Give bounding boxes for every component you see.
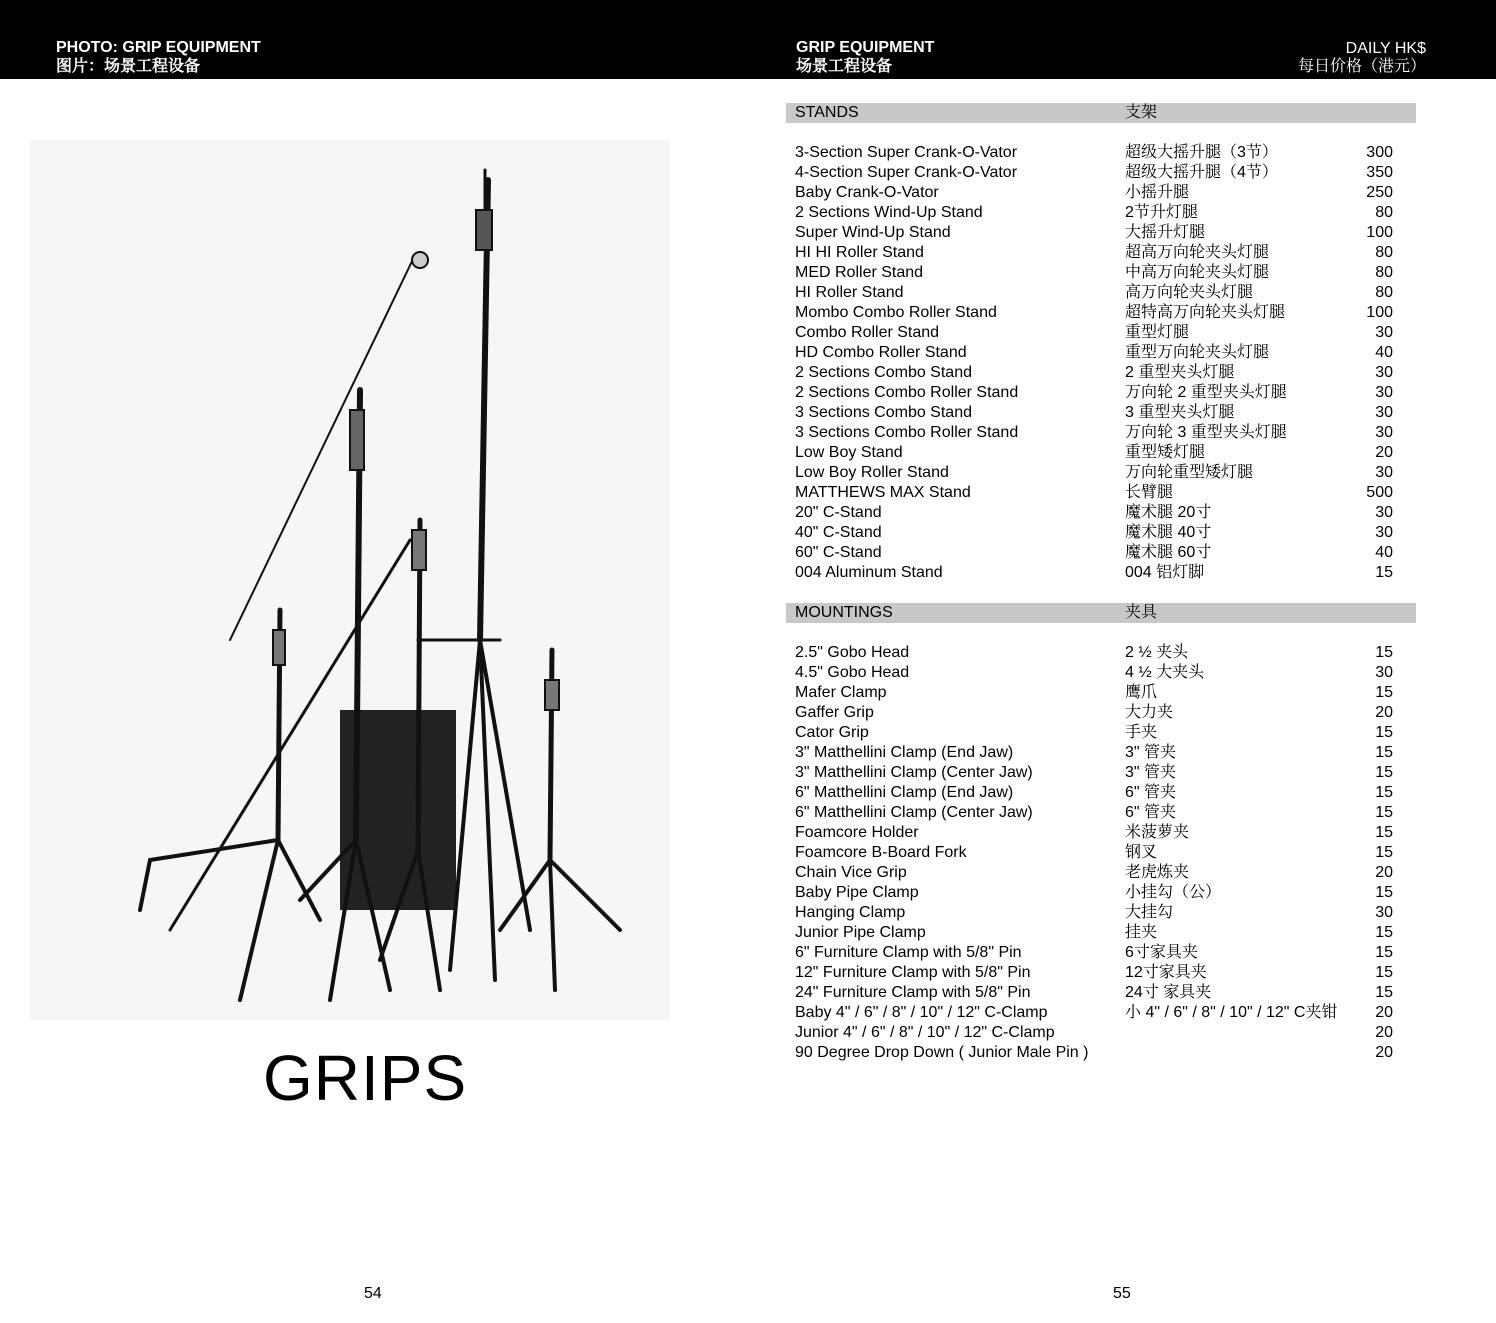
- list-item: [786, 323, 1416, 343]
- list-item: [786, 943, 1416, 963]
- item-price: 30: [1375, 404, 1393, 421]
- item-price: 15: [1375, 944, 1393, 961]
- item-name-zh: 魔术腿 40寸: [1125, 524, 1212, 541]
- left-page-header: [56, 38, 261, 76]
- item-name-en: 2 Sections Combo Roller Stand: [795, 384, 1019, 401]
- item-price: 15: [1375, 804, 1393, 821]
- item-name-en: 6" Matthellini Clamp (End Jaw): [795, 784, 1014, 801]
- item-name-en: Baby Pipe Clamp: [795, 884, 919, 901]
- item-name-en: 60" C-Stand: [795, 544, 882, 561]
- item-name-zh: 2 重型夹头灯腿: [1125, 364, 1235, 381]
- list-item: [786, 863, 1416, 883]
- list-item: [786, 723, 1416, 743]
- item-name-en: Foamcore B-Board Fork: [795, 844, 967, 861]
- item-name-en: 3" Matthellini Clamp (End Jaw): [795, 744, 1014, 761]
- list-item: [786, 883, 1416, 903]
- list-item: [786, 223, 1416, 243]
- list-item: [786, 483, 1416, 503]
- item-name-en: 2 Sections Combo Stand: [795, 364, 972, 381]
- item-price: 15: [1375, 764, 1393, 781]
- item-name-zh: 高万向轮夹头灯腿: [1125, 284, 1254, 301]
- item-name-zh: 6" 管夹: [1125, 804, 1177, 821]
- item-price: 80: [1375, 284, 1393, 301]
- list-item: [786, 363, 1416, 383]
- item-price: 30: [1375, 524, 1393, 541]
- item-name-zh: 中高万向轮夹头灯腿: [1125, 264, 1270, 281]
- item-name-en: Low Boy Roller Stand: [795, 464, 949, 481]
- item-name-zh: 万向轮 2 重型夹头灯腿: [1125, 384, 1287, 401]
- stands-section-header: [786, 103, 1416, 123]
- item-name-en: Gaffer Grip: [795, 704, 874, 721]
- item-price: 250: [1366, 184, 1393, 201]
- item-name-zh: 万向轮 3 重型夹头灯腿: [1125, 424, 1287, 441]
- list-item: [786, 523, 1416, 543]
- item-name-en: 2.5" Gobo Head: [795, 644, 910, 661]
- item-price: 350: [1366, 164, 1393, 181]
- item-price: 15: [1375, 784, 1393, 801]
- item-name-en: HD Combo Roller Stand: [795, 344, 967, 361]
- item-price: 20: [1375, 704, 1393, 721]
- item-price: 100: [1366, 224, 1393, 241]
- item-name-en: 24" Furniture Clamp with 5/8" Pin: [795, 984, 1031, 1001]
- left-header-en: PHOTO: GRIP EQUIPMENT: [56, 39, 261, 56]
- right-header-zh: 场景工程设备: [796, 58, 893, 75]
- item-name-zh: 钢叉: [1125, 844, 1158, 861]
- item-price: 15: [1375, 964, 1393, 981]
- item-name-en: Baby 4" / 6" / 8" / 10" / 12" C-Clamp: [795, 1004, 1048, 1021]
- item-price: 30: [1375, 904, 1393, 921]
- price-list: [786, 103, 1416, 1063]
- item-price: 30: [1375, 384, 1393, 401]
- list-item: [786, 963, 1416, 983]
- item-name-zh: 超级大摇升腿（4节）: [1125, 164, 1278, 181]
- stands-list: [786, 143, 1416, 583]
- list-item: [786, 543, 1416, 563]
- item-price: 15: [1375, 644, 1393, 661]
- section-title: GRIPS: [263, 1042, 468, 1114]
- item-name-en: 6" Matthellini Clamp (Center Jaw): [795, 804, 1033, 821]
- item-name-zh: 鹰爪: [1125, 684, 1158, 701]
- item-name-zh: 6寸家具夹: [1125, 944, 1198, 961]
- list-item: [786, 643, 1416, 663]
- item-price: 30: [1375, 424, 1393, 441]
- item-name-en: Junior Pipe Clamp: [795, 924, 926, 941]
- item-name-zh: 大摇升灯腿: [1125, 224, 1206, 241]
- list-item: [786, 1043, 1416, 1063]
- item-price: 15: [1375, 844, 1393, 861]
- item-name-zh: 魔术腿 60寸: [1125, 544, 1212, 561]
- item-name-en: 20" C-Stand: [795, 504, 882, 521]
- item-name-en: Mombo Combo Roller Stand: [795, 304, 997, 321]
- item-price: 15: [1375, 564, 1393, 581]
- item-name-en: 90 Degree Drop Down ( Junior Male Pin ): [795, 1044, 1089, 1061]
- list-item: [786, 923, 1416, 943]
- item-price: 15: [1375, 684, 1393, 701]
- grip-equipment-photo: [30, 140, 670, 1020]
- item-name-en: Foamcore Holder: [795, 824, 919, 841]
- item-name-zh: 挂夹: [1125, 924, 1158, 941]
- item-price: 300: [1366, 144, 1393, 161]
- page-number-right: 55: [1113, 1285, 1131, 1302]
- item-name-zh: 004 铝灯脚: [1125, 564, 1205, 581]
- item-name-en: 3 Sections Combo Roller Stand: [795, 424, 1019, 441]
- mountings-section-header: [786, 603, 1416, 623]
- item-name-en: Baby Crank-O-Vator: [795, 184, 939, 201]
- item-name-en: Junior 4" / 6" / 8" / 10" / 12" C-Clamp: [795, 1024, 1055, 1041]
- list-item: [786, 743, 1416, 763]
- item-name-en: 004 Aluminum Stand: [795, 564, 943, 581]
- item-price: 80: [1375, 244, 1393, 261]
- item-price: 20: [1375, 1004, 1393, 1021]
- item-price: 15: [1375, 724, 1393, 741]
- item-price: 500: [1366, 484, 1393, 501]
- item-price: 20: [1375, 864, 1393, 881]
- list-item: [786, 823, 1416, 843]
- item-price: 15: [1375, 744, 1393, 761]
- item-name-en: MED Roller Stand: [795, 264, 924, 281]
- page-number-left: 54: [364, 1285, 382, 1302]
- list-item: [786, 403, 1416, 423]
- mountings-heading-en: MOUNTINGS: [795, 604, 893, 621]
- mountings-heading-zh: 夹具: [1125, 604, 1158, 621]
- item-name-zh: 大挂勾: [1125, 904, 1174, 921]
- item-name-zh: 12寸家具夹: [1125, 964, 1207, 981]
- item-name-zh: 3 重型夹头灯腿: [1125, 404, 1235, 421]
- item-price: 20: [1375, 1024, 1393, 1041]
- item-price: 15: [1375, 924, 1393, 941]
- price-column-header: [1298, 40, 1426, 76]
- item-name-zh: 3" 管夹: [1125, 744, 1177, 761]
- item-name-en: MATTHEWS MAX Stand: [795, 484, 971, 501]
- list-item: [786, 983, 1416, 1003]
- item-name-zh: 24寸 家具夹: [1125, 984, 1212, 1001]
- mountings-list: [786, 643, 1416, 1063]
- item-name-en: 3-Section Super Crank-O-Vator: [795, 144, 1018, 161]
- list-item: [786, 703, 1416, 723]
- item-name-zh: 长臂腿: [1125, 484, 1174, 501]
- price-header-zh: 每日价格（港元）: [1297, 58, 1426, 75]
- stands-heading-zh: 支架: [1125, 104, 1158, 121]
- list-item: [786, 783, 1416, 803]
- list-item: [786, 183, 1416, 203]
- item-price: 80: [1375, 204, 1393, 221]
- list-item: [786, 563, 1416, 583]
- item-name-en: 4-Section Super Crank-O-Vator: [795, 164, 1018, 181]
- item-name-en: Chain Vice Grip: [795, 864, 907, 881]
- item-name-en: 12" Furniture Clamp with 5/8" Pin: [795, 964, 1031, 981]
- item-price: 30: [1375, 324, 1393, 341]
- item-name-zh: 超级大摇升腿（3节）: [1125, 144, 1278, 161]
- item-price: 20: [1375, 444, 1393, 461]
- item-name-zh: 重型矮灯腿: [1125, 444, 1206, 461]
- item-name-zh: 超高万向轮夹头灯腿: [1125, 244, 1270, 261]
- item-name-en: Cator Grip: [795, 724, 869, 741]
- item-name-zh: 万向轮重型矮灯腿: [1125, 464, 1254, 481]
- right-header-en: GRIP EQUIPMENT: [796, 39, 935, 56]
- list-item: [786, 683, 1416, 703]
- list-item: [786, 383, 1416, 403]
- list-item: [786, 283, 1416, 303]
- item-name-zh: 手夹: [1125, 724, 1158, 741]
- item-name-en: 4.5" Gobo Head: [795, 664, 910, 681]
- item-name-zh: 重型灯腿: [1125, 324, 1190, 341]
- list-item: [786, 903, 1416, 923]
- list-item: [786, 503, 1416, 523]
- item-name-zh: 超特高万向轮夹头灯腿: [1125, 304, 1286, 321]
- item-name-en: HI HI Roller Stand: [795, 244, 924, 261]
- list-item: [786, 243, 1416, 263]
- item-price: 15: [1375, 884, 1393, 901]
- item-name-zh: 4 ½ 大夹头: [1125, 664, 1205, 681]
- list-item: [786, 143, 1416, 163]
- list-item: [786, 163, 1416, 183]
- item-name-zh: 6" 管夹: [1125, 784, 1177, 801]
- item-name-en: Low Boy Stand: [795, 444, 903, 461]
- item-price: 100: [1366, 304, 1393, 321]
- item-name-zh: 小摇升腿: [1125, 184, 1190, 201]
- list-item: [786, 423, 1416, 443]
- item-name-zh: 大力夹: [1125, 704, 1174, 721]
- item-name-en: 2 Sections Wind-Up Stand: [795, 204, 983, 221]
- item-price: 20: [1375, 1044, 1393, 1061]
- item-name-en: 3 Sections Combo Stand: [795, 404, 972, 421]
- item-name-zh: 2 ½ 夹头: [1125, 644, 1189, 661]
- item-name-en: Hanging Clamp: [795, 904, 906, 921]
- list-item: [786, 843, 1416, 863]
- list-item: [786, 803, 1416, 823]
- item-price: 30: [1375, 464, 1393, 481]
- list-item: [786, 263, 1416, 283]
- item-name-en: Mafer Clamp: [795, 684, 887, 701]
- item-name-en: 3" Matthellini Clamp (Center Jaw): [795, 764, 1033, 781]
- right-page-header: [796, 38, 934, 76]
- list-item: [786, 463, 1416, 483]
- item-price: 15: [1375, 824, 1393, 841]
- item-name-en: 40" C-Stand: [795, 524, 882, 541]
- item-name-en: HI Roller Stand: [795, 284, 904, 301]
- item-name-en: 6" Furniture Clamp with 5/8" Pin: [795, 944, 1022, 961]
- item-price: 80: [1375, 264, 1393, 281]
- item-name-zh: 小 4" / 6" / 8" / 10" / 12" C夹钳: [1125, 1004, 1338, 1021]
- list-item: [786, 1003, 1416, 1023]
- list-item: [786, 443, 1416, 463]
- item-price: 30: [1375, 664, 1393, 681]
- item-name-zh: 3" 管夹: [1125, 764, 1177, 781]
- item-name-en: Super Wind-Up Stand: [795, 224, 951, 241]
- list-item: [786, 763, 1416, 783]
- item-name-zh: 老虎炼夹: [1125, 864, 1190, 881]
- item-name-zh: 米菠萝夹: [1125, 824, 1190, 841]
- list-item: [786, 1023, 1416, 1043]
- item-price: 40: [1375, 344, 1393, 361]
- list-item: [786, 343, 1416, 363]
- price-header-en: DAILY HK$: [1345, 40, 1426, 57]
- list-item: [786, 303, 1416, 323]
- item-name-zh: 小挂勾（公）: [1125, 884, 1222, 901]
- item-price: 15: [1375, 984, 1393, 1001]
- item-name-zh: 魔术腿 20寸: [1125, 504, 1212, 521]
- item-price: 30: [1375, 364, 1393, 381]
- item-name-zh: 2节升灯腿: [1125, 204, 1198, 221]
- left-header-zh: 图片：场景工程设备: [56, 58, 201, 75]
- list-item: [786, 663, 1416, 683]
- stands-heading-en: STANDS: [795, 104, 859, 121]
- item-price: 30: [1375, 504, 1393, 521]
- header-bar: [0, 0, 1496, 79]
- item-name-en: Combo Roller Stand: [795, 324, 940, 341]
- item-name-zh: 重型万向轮夹头灯腿: [1125, 344, 1270, 361]
- item-price: 40: [1375, 544, 1393, 561]
- list-item: [786, 203, 1416, 223]
